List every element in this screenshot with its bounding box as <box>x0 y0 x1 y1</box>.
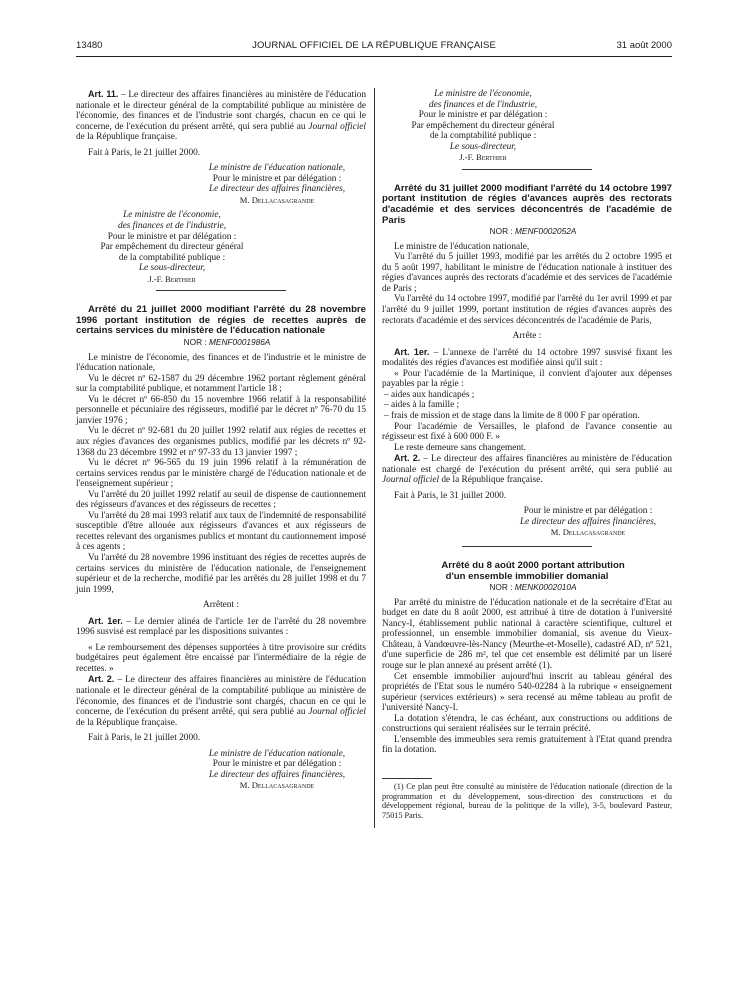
signature-block-1: Le ministre de l'éducation nationale, Pour le ministre et par délégation : Le directeur des affaires financières, M. Dellacasagrande <box>208 163 346 205</box>
r-article-1: Art. 1er. – L'annexe de l'arrêté du 14 octobre 1997 susvisé fixant les modalités des régies d'avances est modifiée ainsi qu'il suit : <box>382 346 672 369</box>
decree-title-3: Arrêté du 31 juillet 2000 modifiant l'arrêté du 14 octobre 1997 portant institution de régies d'avances auprès des rectorats d'académie et des services déconcentrés de l'académie de Paris <box>382 182 672 226</box>
issue-date: 31 août 2000 <box>616 40 672 51</box>
page-number: 13480 <box>76 40 103 51</box>
fait-a-paris-2: Fait à Paris, le 21 juillet 2000. <box>88 733 201 744</box>
nor-reference-4: NOR : MENK0002010A <box>489 582 577 593</box>
column-divider <box>374 88 375 828</box>
visa-0: Le ministre de l'économie, des finances et de l'industrie et le ministre de l'éducation nationale, <box>76 352 366 374</box>
nor-reference-2: NOR : MENF0001986A <box>183 337 271 348</box>
visa-5: Vu l'arrêté du 20 juillet 1992 relatif au seuil de dispense de cautionnement des régisseurs d'avances et des régisseurs de recettes ; <box>76 489 366 511</box>
fait-a-paris-1: Fait à Paris, le 21 juillet 2000. <box>88 147 201 158</box>
fait-a-paris-3: Fait à Paris, le 31 juillet 2000. <box>394 490 507 501</box>
list-item: – aides aux handicapés ; <box>384 389 475 400</box>
visa-7: Vu l'arrêté du 28 novembre 1996 instituant des régies de recettes auprès de certains services du ministère de l'éducation nationale, de l'enseignement supérieur et de la recherche, modifié par les arrêtés du 28 juillet 1998 et du 7 juin 1999, <box>76 553 366 595</box>
footnote-rule <box>382 778 432 779</box>
decree-title-2: Arrêté du 21 juillet 2000 modifiant l'arrêté du 28 novembre 1996 portant institution de régies de recettes auprès de certains services du ministère de l'éducation nationale <box>76 304 366 337</box>
arretent: Arrêtent : <box>203 600 239 611</box>
visa-6: Vu l'arrêté du 28 mai 1993 relatif aux taux de l'indemnité de responsabilité susceptible d'être allouée aux régisseurs d'avances et aux régisseurs de recettes relevant des organismes publics et montant du cautionnement imposé à ces agents ; <box>76 510 366 553</box>
visa3-2: Vu l'arrêté du 14 octobre 1997, modifié par l'arrêté du 1er avril 1999 et par l'arrêté du 9 juillet 1999, portant institution de régies d'avances auprès des rectorats d'académie et des services déconcentrés de l'académie de Paris, <box>382 294 672 326</box>
versailles-paragraph: Pour l'académie de Versailles, le plafond de l'avance consentie au régisseur est fixé à 600 000 F. » <box>382 421 672 443</box>
page-header <box>76 40 672 54</box>
signature-block-top-right: Le ministre de l'économie, des finances et de l'industrie, Pour le ministre et par délégation : Par empêchement du directeur général de la comptabilité publique : Le sous-directeur, J.-F. Berthier <box>411 89 555 163</box>
footnote: (1) Ce plan peut être consulté au ministère de l'éducation nationale (direction de la programmation et du développement, sous-direction des constructions et du développement régional, bureau de la politique de la ville), 3-5, boulevard Pasteur, 75015 Paris. <box>382 781 672 820</box>
signature-block-4: Pour le ministre et par délégation : Le directeur des affaires financières, M. Dellacasagrande <box>519 506 657 538</box>
section-separator <box>462 169 592 170</box>
visa3-0: Le ministre de l'éducation nationale, <box>394 241 530 252</box>
article-11: Art. 11. – Le directeur des affaires financières au ministère de l'éducation nationale et le directeur général de la comptabilité publique au ministère de l'économie, des finances et de l'industrie sont chargés, chacun en ce qui le concerne, de l'exécution du présent arrêté, qui sera publié au Journal officiel de la République française. <box>76 89 366 143</box>
visa-3: Vu le décret nº 92-681 du 20 juillet 1992 relatif aux régies de recettes et aux régies d'avances des organismes publics, modifié par les décrets nº 92-1368 du 23 décembre 1992 et nº 97-33 du 13 janvier 1997 ; <box>76 426 366 458</box>
body4-1: Cet ensemble immobilier aujourd'hui inscrit au tableau général des propriétés de l'Etat sous le numéro 540-02284 à la rubrique « enseignement supérieur (services extérieurs) » sera recensé au même tableau au profit de l'université Nancy-I. <box>382 671 672 714</box>
reste-sans-changement: Le reste demeure sans changement. <box>394 442 526 453</box>
nor-reference-3: NOR : MENF0002052A <box>489 226 577 237</box>
section-separator <box>156 290 286 291</box>
article-1-quote: « Le remboursement des dépenses supportées à titre provisoire sur crédits budgétaires peut également être encaissé par l'intermédiaire de la régie de recettes. » <box>76 642 366 674</box>
header-rule <box>76 56 672 57</box>
journal-title: JOURNAL OFFICIEL DE LA RÉPUBLIQUE FRANÇAISE <box>252 40 496 51</box>
visa-2: Vu le décret nº 66-850 du 15 novembre 1966 relatif à la responsabilité personnelle et pécuniaire des régisseurs, modifié par le décret nº 76-70 du 15 janvier 1976 ; <box>76 394 366 426</box>
arrete: Arrête : <box>512 331 542 342</box>
right-column <box>382 89 672 820</box>
expense-list <box>382 390 672 422</box>
visa-4: Vu le décret nº 96-565 du 19 juin 1996 relatif à la rémunération de certains services rendus par le ministère chargé de l'éducation nationale et de l'enseignement supérieur ; <box>76 458 366 490</box>
signature-block-3: Le ministre de l'éducation nationale, Pour le ministre et par délégation : Le directeur des affaires financières, M. Dellacasagrande <box>208 748 346 791</box>
list-item: – aides à la famille ; <box>384 400 460 411</box>
article-1: Art. 1er. – Le dernier alinéa de l'article 1er de l'arrêté du 28 novembre 1996 susvisé est remplacé par les dispositions suivantes : <box>76 615 366 638</box>
list-item: – frais de mission et de stage dans la limite de 8 000 F par opération. <box>384 410 640 421</box>
visa-1: Vu le décret nº 62-1587 du 29 décembre 1962 portant règlement général sur la comptabilité publique, et notamment l'article 18 ; <box>76 373 366 395</box>
section-separator <box>462 546 592 547</box>
left-column <box>76 89 366 791</box>
quote-intro: « Pour l'académie de la Martinique, il convient d'ajouter aux dépenses payables par la régie : <box>382 368 672 390</box>
decree-title-4: Arrêté du 8 août 2000 portant attribution d'un ensemble immobilier domanial <box>441 559 625 582</box>
r-article-2: Art. 2. – Le directeur des affaires financières au ministère de l'éducation nationale est chargé de l'exécution du présent arrêté, qui sera publié au Journal officiel de la République française. <box>382 453 672 486</box>
body4-0: Par arrêté du ministre de l'éducation nationale et de la secrétaire d'Etat au budget en date du 8 août 2000, est attribué à titre de dotation à l'université Nancy-I, établissement public national à caractère scientifique, culturel et professionnel, un ensemble immobilier domanial, sis avenue du Vieux-Château, à Vandœuvre-lès-Nancy (Meurthe-et-Moselle), cadastré AD, nº 521, d'une superficie de 286 m², tel que cet ensemble est délimité par un liseré rouge sur le plan annexé au présent arrêté (1). <box>382 597 672 671</box>
body4-2: La dotation s'étendra, le cas échéant, aux constructions ou additions de constructions qui seraient réalisées sur le terrain précité. <box>382 713 672 735</box>
body4-3: L'ensemble des immeubles sera remis gratuitement à l'Etat quand prendra fin la dotation. <box>382 734 672 756</box>
visa3-1: Vu l'arrêté du 5 juillet 1993, modifié par les arrêtés du 2 octobre 1995 et du 5 août 1997, habilitant le ministre de l'éducation nationale à instituer des régies d'avances auprès des rectorats d'académie et des services de l'académie de Paris ; <box>382 252 672 294</box>
article-2: Art. 2. – Le directeur des affaires financières au ministère de l'éducation nationale et le directeur général de la comptabilité publique au ministère de l'économie, des finances et de l'industrie sont chargés, chacun en ce qui le concerne, de l'exécution du présent arrêté, qui sera publié au Journal officiel de la République française. <box>76 674 366 728</box>
signature-block-2: Le ministre de l'économie, des finances et de l'industrie, Pour le ministre et par délégation : Par empêchement du directeur général de la comptabilité publique : Le sous-directeur, J.-F. Berthier <box>100 210 244 284</box>
